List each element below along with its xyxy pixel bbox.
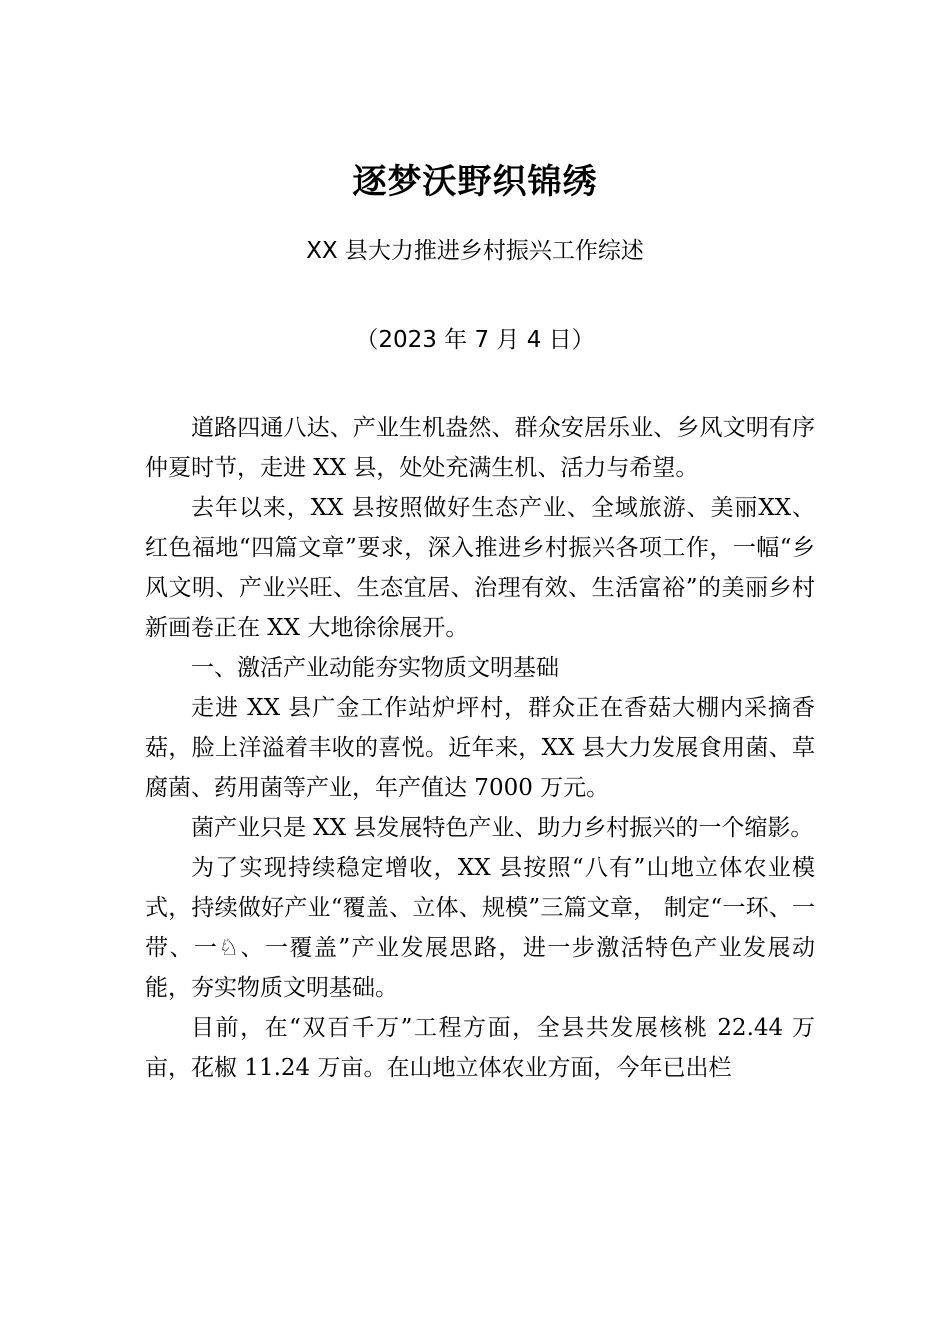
body-paragraph: 目前，在“双百千万”工程方面，全县共发展核桃 22.44 万亩，花椒 11.24 万亩。在山地立体农业方面，今年已出栏 [145,1015,815,1081]
section-heading: 一、激活产业动能夯实物质文明基础 [191,655,559,681]
document-subtitle: XX 县大力推进乡村振兴工作综述 [306,238,644,264]
document-date: （2023 年 7 月 4 日） [355,327,595,353]
body-paragraph: 去年以来，XX 县按照做好生态产业、全域旅游、美丽XX、红色福地“四篇文章”要求，深入推进乡村振兴各项工作，一幅“乡风文明、产业兴旺、生态宜居、治理有效、生活富裕”的美丽乡村新画卷正在 XX 大地徐徐展开。 [145,495,815,641]
body-paragraph: 走进 XX 县广金工作站炉坪村，群众正在香菇大棚内采摘香菇，脸上洋溢着丰收的喜悦。近年来，XX 县大力发展食用菌、草腐菌、药用菌等产业，年产值达 7000 万元。 [145,695,815,801]
body-paragraph: 道路四通八达、产业生机盎然、群众安居乐业、乡风文明有序仲夏时节，走进 XX 县，处处充满生机、活力与希望。 [145,415,815,481]
body-paragraph: 为了实现持续稳定增收，XX 县按照“八有”山地立体农业模式，持续做好产业“覆盖、立体、规模”三篇文章， 制定“一环、一带、一♘、一覆盖”产业发展思路，进一步激活特色产业发展动能，夯实物质文明基础。 [145,855,815,1001]
document-title: 逐梦沃野织锦绣 [352,162,598,202]
document-body [145,408,815,1088]
body-paragraph: 菌产业只是 XX 县发展特色产业、助力乡村振兴的一个缩影。 [191,815,814,841]
